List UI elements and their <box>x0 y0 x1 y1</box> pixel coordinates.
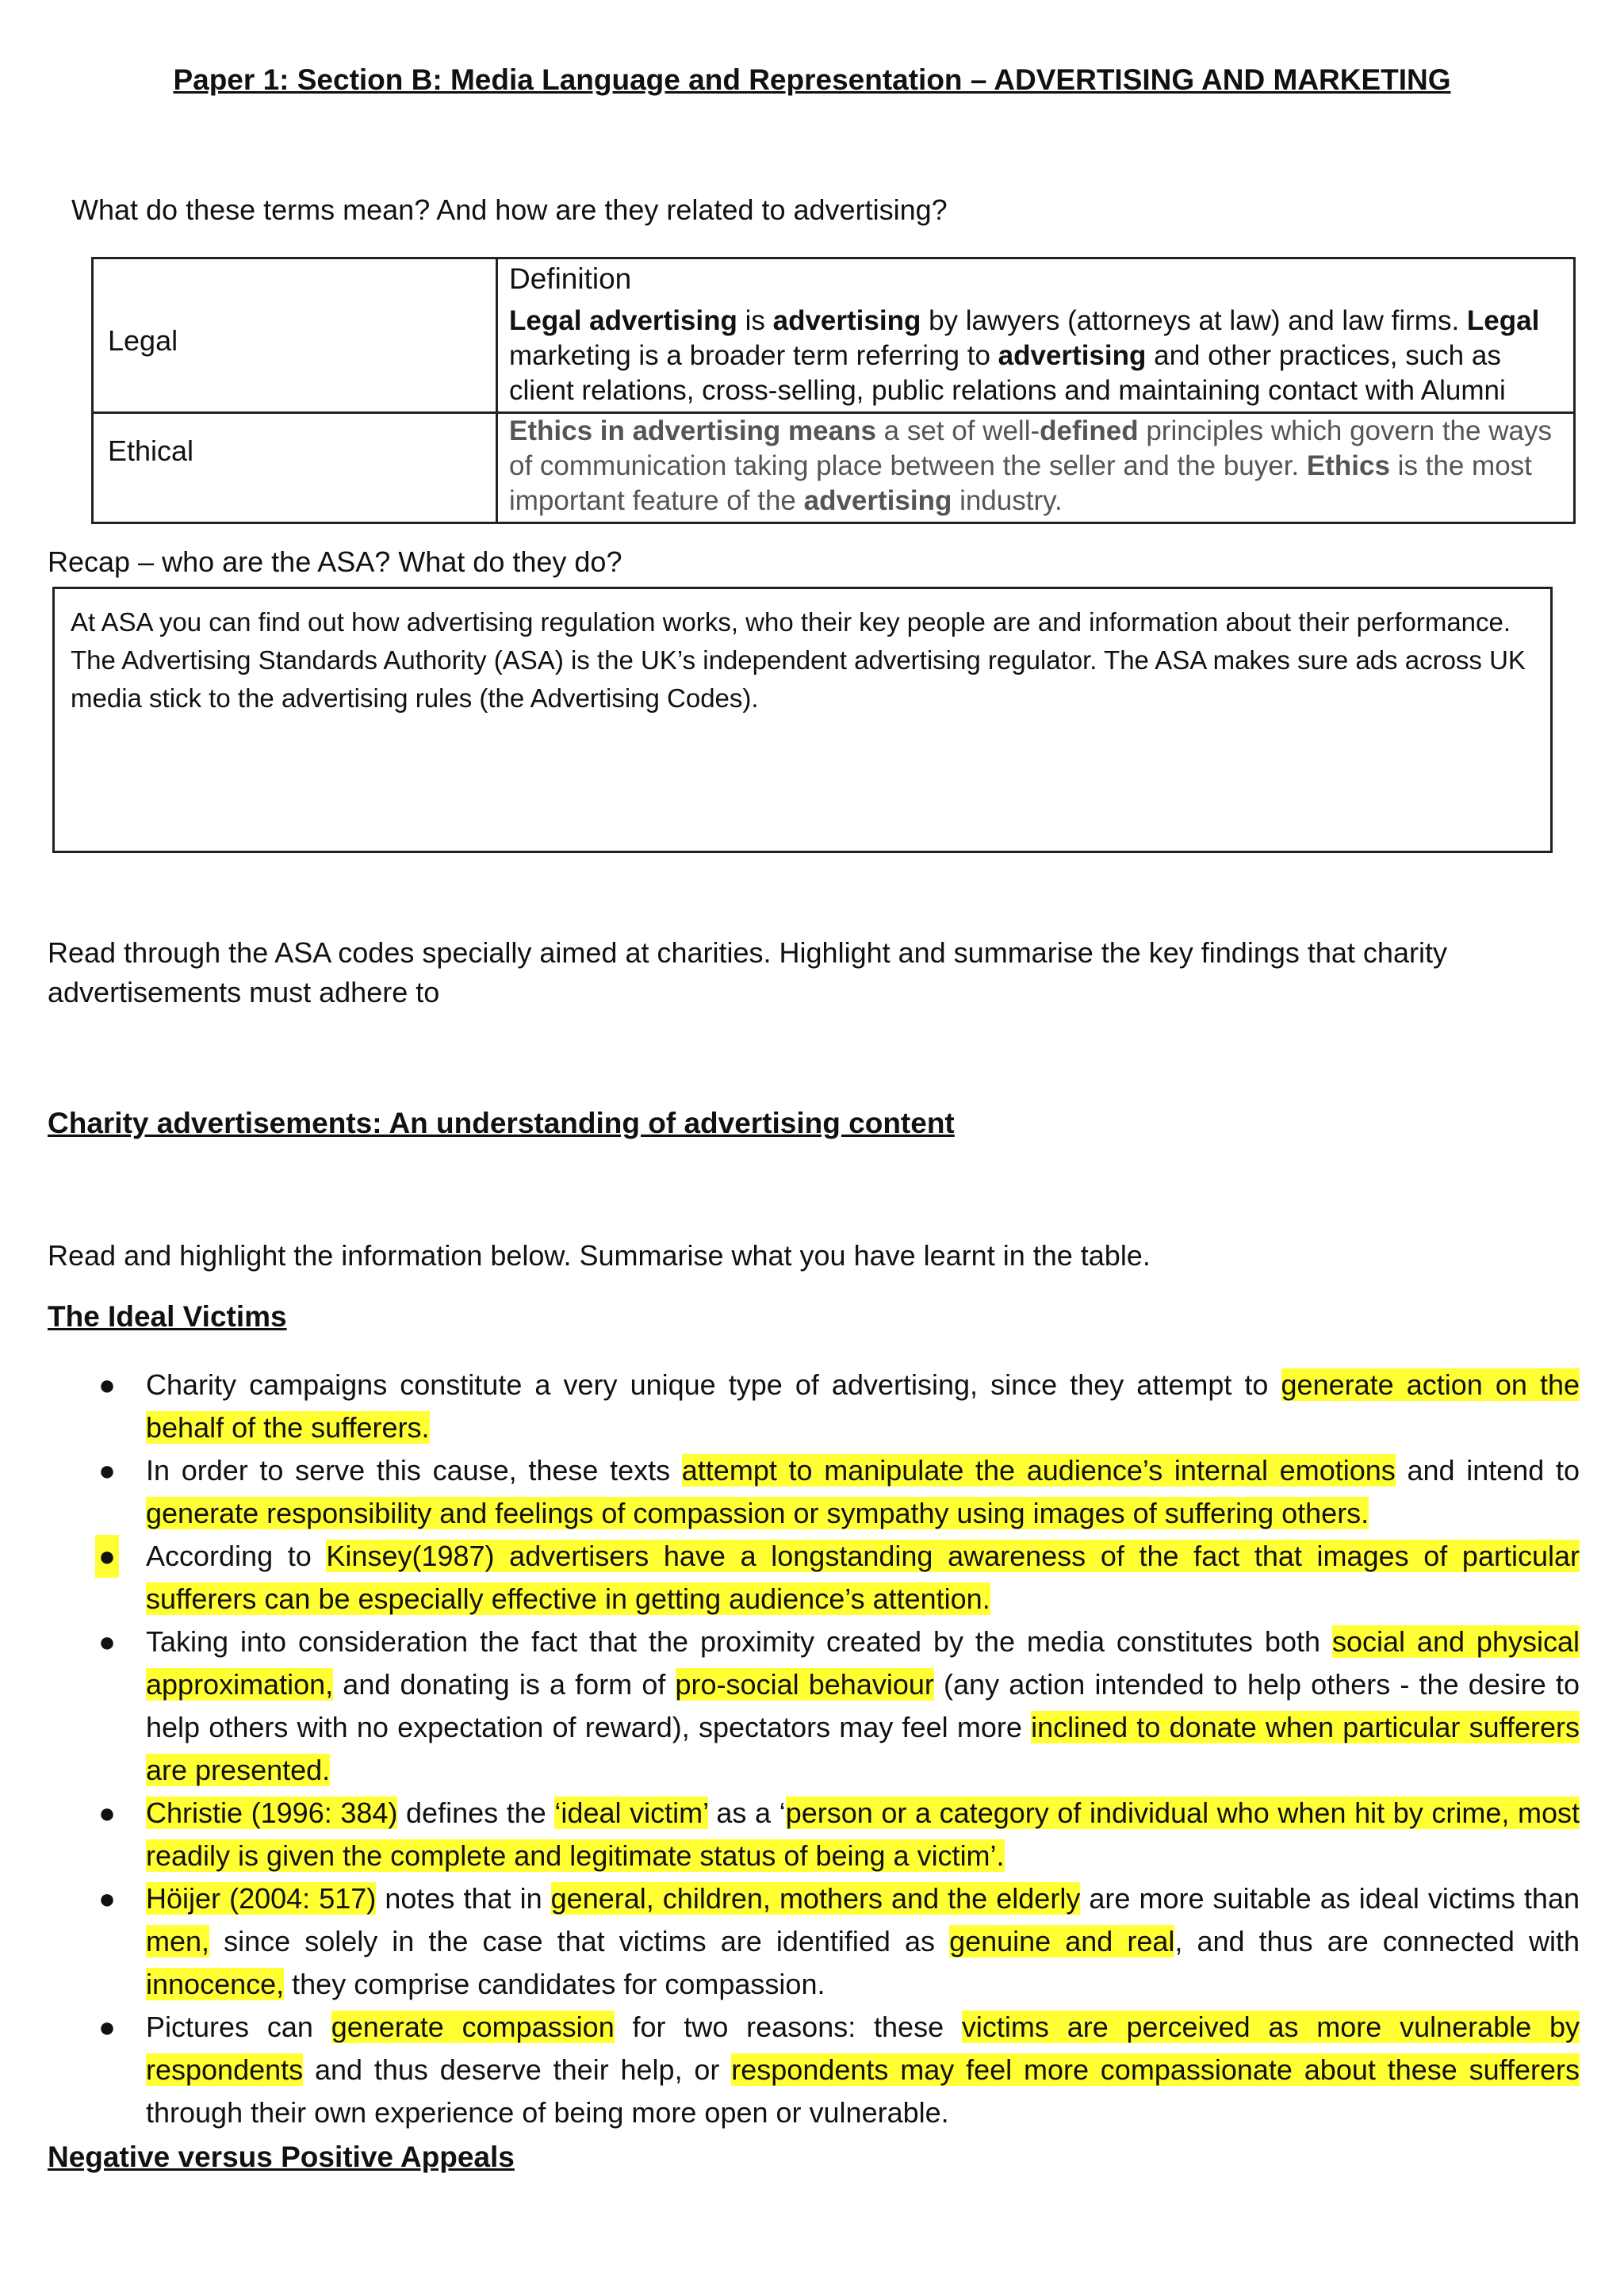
legal-definition-text: and other practices, such as client relations, cross-selling, public relations and maintaining contact with Alumni <box>509 340 1506 406</box>
bullet-text: Taking into consideration the fact that the proximity created by the media constitutes both <box>146 1625 1332 1658</box>
ideal-victims-heading: The Ideal Victims <box>48 1300 287 1333</box>
asa-answer-box <box>52 587 1553 853</box>
legal-definition-text: Legal <box>1466 305 1540 336</box>
bullet-icon: ● <box>98 1797 116 1829</box>
ideal-victims-list <box>95 1364 1580 2134</box>
asa-answer-text: At ASA you can find out how advertising regulation works, who their key people are and information about their performance. The Advertising Standards Authority (ASA) is the UK’s independent advertising regulator. The ASA makes sure ads across UK media stick to the advertising rules (the Advertising Codes). <box>71 607 1526 713</box>
bullet-icon: ● <box>98 1454 116 1487</box>
bullet-text: they comprise candidates for compassion. <box>284 1968 825 2000</box>
ethical-definition-text: is the most important feature of the <box>509 450 1532 516</box>
legal-definition-text: advertising <box>998 340 1147 371</box>
bullet-text: and donating is a form of <box>333 1668 676 1701</box>
definition-header: Definition <box>497 258 1575 304</box>
terms-table-header-row <box>93 258 1575 304</box>
ethical-definition-text: principles which govern the ways of communication taking place between the seller and the buyer. <box>509 415 1552 481</box>
list-item <box>95 2006 1580 2134</box>
bullet-text: and intend to <box>1395 1454 1580 1487</box>
highlighted-text: Kinsey(1987) advertisers have a longstanding awareness of the fact that images of particular sufferers can be especially effective in getting audience’s attention. <box>146 1540 1580 1615</box>
highlighted-text: pro-social behaviour <box>675 1668 934 1701</box>
bullet-text: Pictures can <box>146 2011 331 2043</box>
ethical-definition-text: advertising <box>803 485 952 516</box>
list-item <box>95 1877 1580 2006</box>
bullet-text: , and thus are connected with <box>1174 1925 1580 1957</box>
legal-definition-text: marketing is a broader term referring to <box>509 340 998 371</box>
asa-recap-question: Recap – who are the ASA? What do they do? <box>48 545 622 578</box>
list-item <box>95 1449 1580 1535</box>
ethical-definition-text: defined <box>1040 415 1139 446</box>
highlighted-text: genuine and real <box>949 1925 1175 1957</box>
terms-row-legal <box>93 304 1575 413</box>
term-legal: Legal <box>93 304 497 413</box>
page-title: Paper 1: Section B: Media Language and Representation – ADVERTISING AND MARKETING <box>173 63 1451 96</box>
bullet-icon: ● <box>95 1535 119 1578</box>
highlighted-text: men, <box>146 1925 210 1957</box>
terms-table <box>91 257 1576 524</box>
bullet-text: defines the <box>397 1797 555 1829</box>
definition-ethical <box>497 413 1575 523</box>
list-item <box>95 1792 1580 1877</box>
ethical-definition-text: Ethics <box>1306 450 1390 481</box>
bullet-icon: ● <box>98 1625 116 1658</box>
highlighted-text: attempt to manipulate the audience’s internal emotions <box>681 1454 1396 1487</box>
term-ethical: Ethical <box>93 413 497 523</box>
bullet-icon: ● <box>98 1368 116 1401</box>
bullet-text: and thus deserve their help, or <box>303 2053 732 2086</box>
bullet-text: Charity campaigns constitute a very unique type of advertising, since they attempt to <box>146 1368 1281 1401</box>
highlighted-text: victims are perceived as more vulnerable by respondents <box>146 2011 1580 2086</box>
terms-table-corner <box>93 258 497 304</box>
bullet-text: In order to serve this cause, these texts <box>146 1454 682 1487</box>
terms-row-ethical <box>93 413 1575 523</box>
bullet-icon: ● <box>98 1882 116 1915</box>
legal-definition-text: Legal advertising <box>509 305 737 336</box>
highlighted-text: social and physical approximation, <box>146 1625 1580 1701</box>
highlighted-text: Christie (1996: 384) <box>146 1797 398 1829</box>
terms-question: What do these terms mean? And how are they related to advertising? <box>71 193 948 226</box>
highlighted-text: Höijer (2004: 517) <box>146 1882 377 1915</box>
bullet-text: through their own experience of being more open or vulnerable. <box>146 2096 949 2129</box>
legal-definition-text: by lawyers (attorneys at law) and law firms. <box>921 305 1467 336</box>
legal-definition-text: advertising <box>772 305 921 336</box>
appeals-heading: Negative versus Positive Appeals <box>48 2141 515 2173</box>
highlighted-text: general, children, mothers and the elderly <box>550 1882 1081 1915</box>
highlighted-text: inclined to donate when particular sufferers are presented. <box>146 1711 1580 1786</box>
highlighted-text: generate action on the behalf of the sufferers. <box>146 1368 1580 1444</box>
bullet-text: for two reasons: these <box>614 2011 962 2043</box>
bullet-text: According to <box>146 1540 327 1572</box>
bullet-text: as a ‘ <box>707 1797 786 1829</box>
charity-codes-instruction: Read through the ASA codes specially aimed at charities. Highlight and summarise the key findings that charity advertisements must adhere to <box>48 936 1447 1008</box>
bullet-text: (any action intended to help others - the desire to help others with no expectation of reward), spectators may feel more <box>146 1668 1580 1743</box>
highlighted-text: innocence, <box>146 1968 285 2000</box>
list-item <box>95 1535 1580 1621</box>
charity-section-heading: Charity advertisements: An understanding of advertising content <box>48 1107 955 1139</box>
highlighted-text: person or a category of individual who when hit by crime, most readily is given the complete and legitimate status of being a victim’. <box>146 1797 1580 1872</box>
ethical-definition-text: a set of well- <box>875 415 1040 446</box>
list-item <box>95 1621 1580 1792</box>
highlighted-text: generate compassion <box>331 2011 615 2043</box>
highlighted-text: generate responsibility and feelings of compassion or sympathy using images of suffering others. <box>146 1497 1369 1529</box>
bullet-text: since solely in the case that victims are identified as <box>209 1925 950 1957</box>
list-item <box>95 1364 1580 1449</box>
bullet-icon: ● <box>98 2011 116 2043</box>
read-instruction: Read and highlight the information below. Summarise what you have learnt in the table. <box>48 1239 1151 1272</box>
bullet-text: notes that in <box>376 1882 551 1915</box>
ethical-definition-text: Ethics in advertising means <box>509 415 876 446</box>
ethical-definition-text: industry. <box>952 485 1063 516</box>
definition-legal <box>497 304 1575 413</box>
legal-definition-text: is <box>737 305 773 336</box>
highlighted-text: respondents may feel more compassionate about these sufferers <box>731 2053 1580 2086</box>
highlighted-text: ‘ideal victim’ <box>554 1797 708 1829</box>
bullet-text: are more suitable as ideal victims than <box>1080 1882 1580 1915</box>
